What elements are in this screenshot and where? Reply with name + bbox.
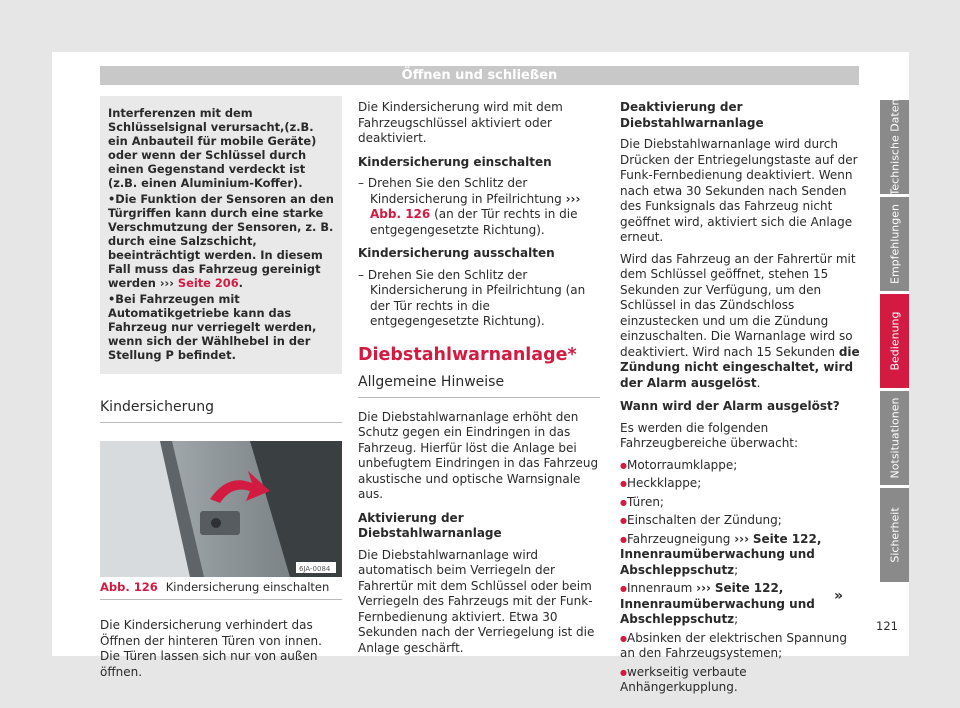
step-einschalten: – Drehen Sie den Schlitz der Kindersicherung in Pfeilrichtung ››› Abb. 126 (an der Tür rechts in die entgegengesetzte Richtung). [358,176,581,237]
link-abb-126[interactable]: Abb. 126 [370,207,431,221]
monitored-list [620,458,860,696]
section-title-diebstahlwarnanlage: Diebstahlwarnanlage* [358,344,577,365]
heading-aktivierung: Aktivierung der Diebstahlwarnanlage [358,510,502,540]
warning-box [100,96,342,374]
fahrertuer-paragraph: Wird das Fahrzeug an der Fahrertür mit dem Schlüssel geöffnet, stehen 15 Sekunden zur Verfügung, um den Schlüssel in das Zündschloss einzustecken und um die Zündung einzuschalten. Die Warnanlage wird so deaktiviert. Wird nach 15 Sekunden die Zündung nicht eingeschaltet, wird der Alarm ausgelöst. [620,251,860,390]
page-number: 121 [876,619,898,633]
chapter-tabs [880,100,909,585]
arrow-icon: ››› [696,581,711,595]
tab-notsituationen[interactable]: Notsituationen [880,391,909,485]
link-seite-122[interactable]: Seite 122, Innenraumüberwachung und Abschleppschutz [620,531,822,577]
list-item: ● Einschalten der Zündung; [620,513,860,529]
column-3 [620,100,860,699]
column-1 [100,96,342,680]
caption-label: Abb. 126 [100,579,158,594]
tab-empfehlungen[interactable]: Empfehlungen [880,197,909,291]
list-item: ● Heckklappe; [620,476,860,492]
child-lock-illustration [100,441,342,577]
list-item: ● Innenraum ››› Seite 122, Innenraumüberwachung und Abschleppschutz; [620,581,860,628]
tab-sicherheit[interactable]: Sicherheit [880,488,909,582]
deaktivierung-paragraph: Die Diebstahlwarnanlage wird durch Drücken der Entriegelungstaste auf der Funk-Fernbedienung deaktiviert. Wenn nach etwa 30 Sekunden nach Senden des Funksignals das Fahrzeug nicht geöffnet wird, aktiviert sich die Anlage erneut. [620,137,858,244]
heading-einschalten: Kindersicherung einschalten [358,154,552,169]
tab-technische-daten[interactable]: Technische Daten [880,100,909,194]
figure-child-lock [100,441,342,577]
arrow-icon: ››› [159,276,174,290]
tab-bedienung[interactable]: Bedienung [880,294,909,388]
continue-icon: » [834,588,844,604]
heading-alarm-ausgeloest: Wann wird der Alarm ausgelöst? [620,399,840,413]
aktivierung-paragraph: Die Diebstahlwarnanlage wird automatisch beim Verriegeln der Fahrertür mit dem Schlüssel oder beim Verriegeln des Fahrzeugs mit der Funk-Fernbedienung aktiviert. Etwa 30 Sekunden nach der Verriegelung ist die Anlage geschärft. [358,547,595,655]
step-ausschalten: – Drehen Sie den Schlitz der Kindersicherung in Pfeilrichtung (an der Tür rechts in die entgegengesetzte Richtung). [358,267,586,328]
heading-deaktivierung: Deaktivierung der Diebstahlwarnanlage [620,100,764,130]
kindersicherung-paragraph: Die Kindersicherung verhindert das Öffnen der hinteren Türen von innen. Die Türen lassen sich nur von außen öffnen. [100,618,322,679]
list-item: ● Türen; [620,495,860,511]
list-item: ● werkseitig verbaute Anhängerkupplung. [620,665,860,696]
list-item: ● Absinken der elektrischen Spannung an den Fahrzeugsystemen; [620,631,860,662]
heading-ausschalten: Kindersicherung ausschalten [358,246,555,260]
intro-paragraph: Die Kindersicherung wird mit dem Fahrzeugschlüssel aktiviert oder deaktiviert. [358,100,563,145]
arrow-icon: ››› [734,531,750,546]
figure-code: 6JA-0084 [299,564,331,573]
figure-caption [100,580,342,601]
subtitle-allgemeine-hinweise: Allgemeine Hinweise [358,375,600,398]
link-seite-206[interactable]: Seite 206 [177,276,239,290]
caption-text: Kindersicherung einschalten [165,579,330,594]
warning-bullet-sensors: • Die Funktion der Sensoren an den Türgriffen kann durch eine starke Verschmutzung der Sensoren, z. B. durch eine Salzschicht, beeinträchtigt werden. In diesem Fall muss das Fahrzeug gereinigt werden ››› Seite 206. [108,192,334,290]
column-2 [358,100,600,662]
ueberwacht-paragraph: Es werden die folgenden Fahrzeugbereiche überwacht: [620,420,799,450]
arrow-icon: ››› [565,191,581,206]
page-header: Öffnen und schließen [100,66,859,85]
warning-bullet-automatic: • Bei Fahrzeugen mit Automatikgetriebe kann das Fahrzeug nur verriegelt werden, wenn sich der Wählhebel in der Stellung P befindet. [108,292,334,362]
link-seite-122[interactable]: Seite 122, Innenraumüberwachung und Abschleppschutz [620,581,815,626]
list-item: ● Fahrzeugneigung ››› Seite 122, Innenraumüberwachung und Abschleppschutz; [620,532,860,579]
section-title-kindersicherung: Kindersicherung [100,400,342,423]
list-item: ● Motorraumklappe; [620,458,860,474]
alarm-intro-paragraph: Die Diebstahlwarnanlage erhöht den Schutz gegen ein Eindringen in das Fahrzeug. Hierfür löst die Anlage bei unbefugtem Eindringen in das Fahrzeug akustische und optische Warnsignale aus. [358,409,599,501]
warning-intro: Interferenzen mit dem Schlüsselsignal verursacht,(z.B. ein Anbauteil für mobile Geräte) oder wenn der Schlüssel durch einen Gegenstand verdeckt ist (z.B. einen Aluminium-Koffer). [108,106,317,190]
